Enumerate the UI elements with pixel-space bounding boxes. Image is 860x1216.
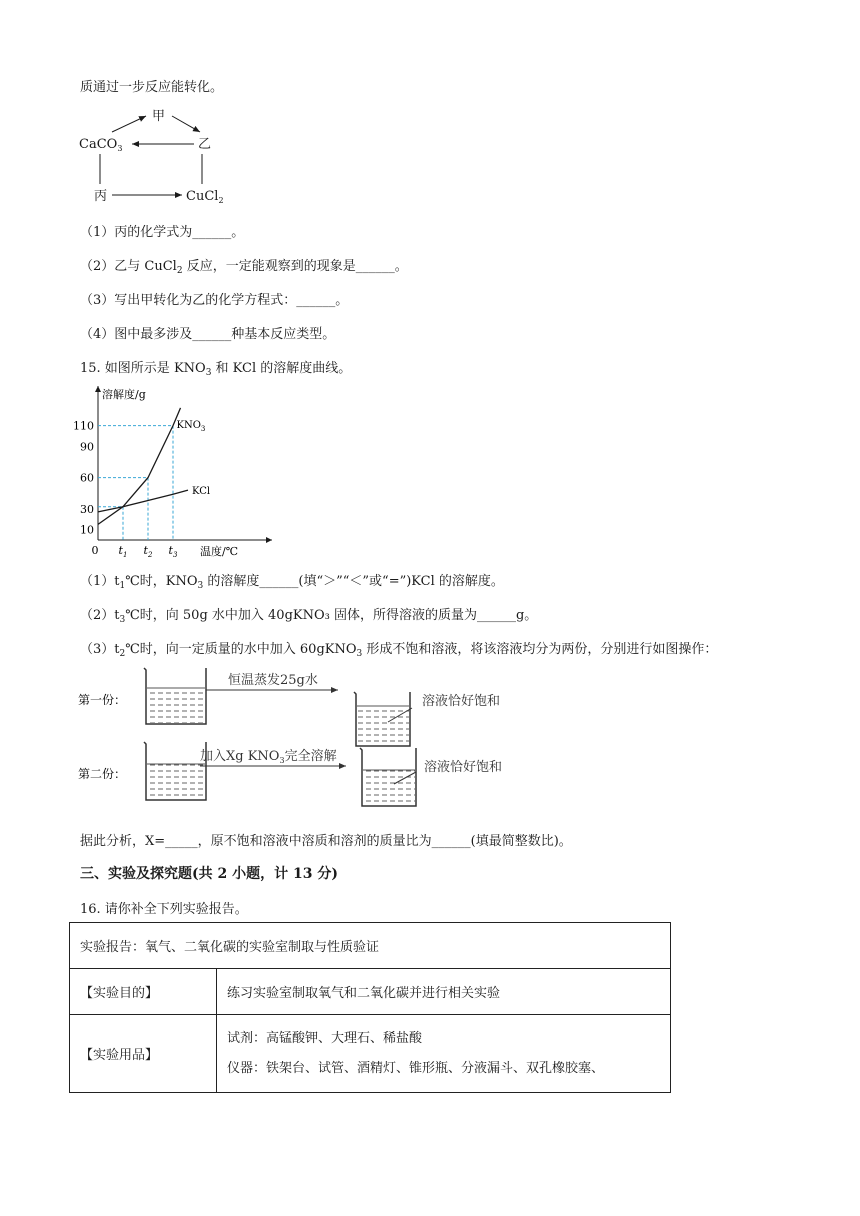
node-jia: 甲 xyxy=(152,109,166,124)
q14-part1: （1）丙的化学式为______。 xyxy=(80,225,245,240)
q15-part3: $(3)t_2℃$时，向一定质量的水中加入 60gKNO$_3$ 形成不饱和溶液，将该溶液均分为两份，分别进行如图操作： xyxy=(80,642,718,659)
node-cucl2: CuCl$_2$ xyxy=(186,189,224,205)
items-value-cell xyxy=(217,1015,671,1093)
q16-title: 16. 请你补全下列实验报告。 xyxy=(80,902,248,917)
purpose-value-cell: 练习实验室制取氧气和二氧化碳并进行相关实验 xyxy=(217,969,671,1015)
x-tick-label: $t_2$ xyxy=(143,544,153,559)
second-arrow-label: 加入Xg $KNO_3$完全溶解 xyxy=(200,749,337,765)
report-items-row xyxy=(70,1015,671,1093)
node-yi: 乙 xyxy=(198,137,212,152)
beaker-2 xyxy=(354,692,410,746)
items-label-cell: 【实验用品】 xyxy=(70,1015,217,1093)
operations-diagram xyxy=(70,660,550,810)
x-tick-label: 0 xyxy=(91,544,99,557)
beaker-1 xyxy=(144,668,206,724)
series-label-kno3: $KNO_3$ xyxy=(176,419,206,433)
arrow-caco3-jia xyxy=(112,116,146,132)
report-header-row xyxy=(70,923,671,969)
report-purpose-row xyxy=(70,969,671,1015)
purpose-label-cell: 【实验目的】 xyxy=(70,969,217,1015)
x-tick-label: $t_1$ xyxy=(118,544,128,559)
node-bing: 丙 xyxy=(94,189,108,204)
intro-line: 质通过一步反应能转化。 xyxy=(80,80,224,95)
solubility-chart xyxy=(73,380,276,560)
y-tick-label: 10 xyxy=(80,523,94,537)
first-portion-label: 第一份： xyxy=(78,693,127,707)
q14-part3: （3）写出甲转化为乙的化学方程式：______。 xyxy=(80,293,349,308)
section3-heading: 三、实验及探究题(共 2 小题，计 13 分) xyxy=(80,866,338,882)
y-tick-label: 30 xyxy=(80,502,94,516)
q14-part2: （2）乙与 CuCl$_2$ 反应，一定能观察到的现象是______。 xyxy=(80,259,408,276)
q15-part2: $(2)t_3℃$时，向 50g 水中加入 40gKNO₃ 固体，所得溶液的质量为______g。 xyxy=(80,608,538,625)
reagents-line: 试剂：高锰酸钾、大理石、稀盐酸 xyxy=(227,1030,423,1046)
instruments-line: 仪器：铁架台、试管、酒精灯、锥形瓶、分液漏斗、双孔橡胶塞、 xyxy=(227,1060,605,1076)
arrow-jia-yi xyxy=(172,116,200,132)
x-axis-label: 温度/℃ xyxy=(200,545,239,558)
q15-analysis: 据此分析，X=_____，原不饱和溶液中溶质和溶剂的质量比为______(填最简整数比)。 xyxy=(80,834,572,849)
conversion-cycle-diagram xyxy=(76,104,246,204)
first-arrow-label: 恒温蒸发25g水 xyxy=(228,673,318,688)
second-result-label: 溶液恰好饱和 xyxy=(424,760,503,775)
q14-part4: （4）图中最多涉及______种基本反应类型。 xyxy=(80,327,336,342)
second-portion-label: 第二份： xyxy=(78,767,127,781)
first-result-label: 溶液恰好饱和 xyxy=(422,694,501,709)
y-axis-label: 溶解度/g xyxy=(102,388,146,401)
series-line-kcl xyxy=(98,490,188,512)
node-caco3: CaCO$_3$ xyxy=(79,137,123,153)
series-label-kcl: KCl xyxy=(192,486,211,498)
y-tick-label: 90 xyxy=(80,440,94,454)
experiment-report-table xyxy=(69,922,671,1093)
y-tick-label: 60 xyxy=(80,471,94,485)
x-tick-label: $t_3$ xyxy=(168,544,178,559)
beaker-3 xyxy=(144,742,206,800)
q15-title: 15. 如图所示是 $KNO_3$ 和 KCl 的溶解度曲线。 xyxy=(80,361,352,378)
report-header-cell: 实验报告：氧气、二氧化碳的实验室制取与性质验证 xyxy=(70,923,671,969)
y-tick-label: 110 xyxy=(73,419,94,433)
q15-part1: $(1)t_1℃$时，$KNO_3$ 的溶解度______(填“＞”“＜”或“=”)KCl 的溶解度。 xyxy=(80,574,504,591)
